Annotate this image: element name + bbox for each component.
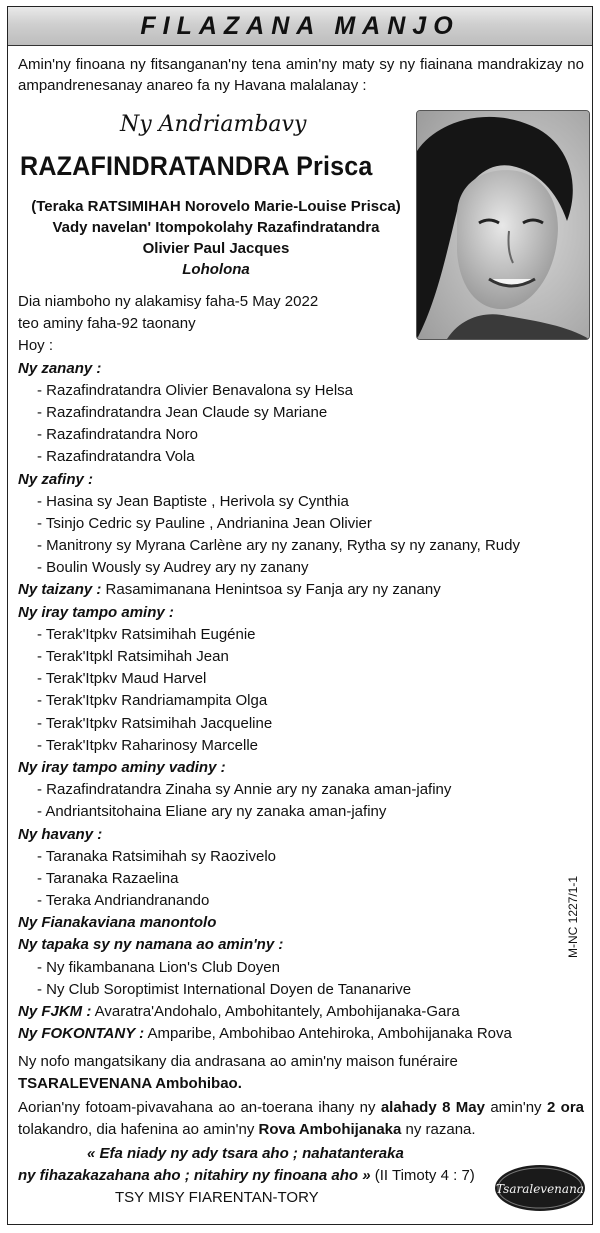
- family-line: Ny Fianakaviana manontolo: [18, 914, 217, 932]
- quote-line-2: [18, 1167, 475, 1184]
- list-item: - Razafindratandra Jean Claude sy Mariane: [37, 403, 328, 421]
- list-item: - Hasina sy Jean Baptiste , Herivola sy Cynthia: [37, 492, 349, 510]
- signature: TSY MISY FIARENTAN-TORY: [115, 1189, 319, 1206]
- fjkm-line: [18, 1001, 584, 1023]
- reference-code: M-NC 1227/1-1: [566, 875, 580, 958]
- widow-line-1: Vady navelan' Itompokolahy Razafindratandra: [52, 219, 380, 236]
- list-item: - Terak'Itpkv Randriamampita Olga: [37, 692, 268, 710]
- burial-date: alahady 8 May: [380, 1099, 485, 1116]
- intro-text: Amin'ny finoana ny fitsanganan'ny tena amin'ny maty sy ny fiainana mandrakizay no ampandrenesanay anareo fa ny Havana malalanay :: [18, 56, 584, 94]
- list-item: - Andriantsitohaina Eliane ary ny zanaka aman-jafiny: [37, 803, 387, 821]
- deceased-status: Loholona: [182, 261, 250, 278]
- family-list: [18, 291, 584, 1045]
- fokontany-line: [18, 1023, 584, 1045]
- deceased-name: RAZAFINDRATANDRA Prisca: [20, 151, 373, 181]
- great-grandchildren-text: Rasamimanana Henintsoa sy Fanja ary ny zanany: [101, 581, 441, 599]
- burial-paragraph: [18, 1097, 584, 1141]
- logo-emblem: [494, 1164, 586, 1212]
- maiden-block: [18, 196, 414, 280]
- burial-text-g: ny razana.: [401, 1121, 476, 1138]
- fjkm-text: Avaratra'Andohalo, Ambohitantely, Ambohijanaka-Gara: [91, 1003, 460, 1020]
- children-label: Ny zanany :: [18, 359, 102, 377]
- fokontany-label: Ny FOKONTANY :: [18, 1025, 145, 1043]
- burial-text-c: amin'ny: [484, 1099, 547, 1116]
- in-laws-label: Ny iray tampo aminy vadiny :: [18, 758, 226, 776]
- death-line-2: teo aminy faha-92 taonany: [18, 315, 196, 333]
- quote-text: ny fihazakazahana aho ; nitahiry ny finoana aho »: [18, 1167, 371, 1184]
- burial-text-e: tolakandro, dia hafenina ao amin'ny: [18, 1121, 259, 1138]
- fokontany-text: Amparibe, Ambohibao Antehiroka, Ambohijanaka Rova: [144, 1025, 512, 1043]
- list-item: - Teraka Andriandranando: [37, 892, 210, 910]
- list-item: - Ny fikambanana Lion's Club Doyen: [37, 958, 280, 976]
- great-grandchildren-label: Ny taizany :: [18, 581, 102, 599]
- list-item: - Tsinjo Cedric sy Pauline , Andrianina Jean Olivier: [37, 514, 372, 532]
- burial-place: Rova Ambohijanaka: [258, 1121, 402, 1138]
- siblings-label: Ny iray tampo aminy :: [18, 603, 174, 621]
- fjkm-label: Ny FJKM :: [18, 1003, 92, 1020]
- logo-text: Tsaralevenana: [496, 1182, 584, 1196]
- list-item: - Boulin Wously sy Audrey ary ny zanany: [37, 559, 309, 577]
- quote-line-1: « Efa niady ny ady tsara aho ; nahatanteraka: [87, 1145, 404, 1162]
- death-line-3: Hoy :: [18, 337, 54, 355]
- list-item: - Terak'Itpkv Raharinosy Marcelle: [37, 736, 259, 754]
- list-item: - Razafindratandra Olivier Benavalona sy Helsa: [37, 381, 353, 399]
- list-item: - Taranaka Razaelina: [37, 869, 179, 887]
- quote-reference: (II Timoty 4 : 7): [370, 1167, 475, 1184]
- list-item: - Razafindratandra Noro: [37, 426, 198, 444]
- list-item: - Terak'Itpkl Ratsimihah Jean: [37, 648, 229, 665]
- list-item: - Terak'Itpkv Maud Harvel: [37, 670, 207, 688]
- header-banner: [8, 7, 592, 46]
- relatives-label: Ny havany :: [18, 825, 103, 843]
- list-item: - Terak'Itpkv Ratsimihah Eugénie: [37, 625, 256, 643]
- burial-text-a: Aorian'ny fotoam-pivavahana ao an-toerana ihany ny: [18, 1099, 381, 1116]
- widow-line-2: Olivier Paul Jacques: [142, 240, 290, 257]
- list-item: - Terak'Itpkv Ratsimihah Jacqueline: [37, 714, 273, 732]
- great-grandchildren-line: [18, 579, 584, 601]
- list-item: - Manitrony sy Myrana Carlène ary ny zanany, Rytha sy ny zanany, Rudy: [37, 537, 520, 555]
- tsaralevenana-logo: [494, 1164, 586, 1212]
- funeral-home-name: TSARALEVENANA Ambohibao.: [18, 1075, 242, 1092]
- friends-label: Ny tapaka sy ny namana ao amin'ny :: [18, 936, 284, 954]
- header-title: FILAZANA MANJO: [140, 12, 460, 40]
- list-item: - Razafindratandra Vola: [37, 448, 195, 466]
- list-item: - Taranaka Ratsimihah sy Raozivelo: [37, 847, 276, 865]
- list-item: - Ny Club Soroptimist International Doyen de Tananarive: [37, 980, 412, 998]
- funeral-home-text: Ny nofo mangatsikany dia andrasana ao amin'ny maison funéraire: [18, 1053, 458, 1070]
- honorific: Ny Andriambavy: [120, 112, 307, 137]
- burial-time: 2 ora: [546, 1099, 584, 1116]
- maiden-name: (Teraka RATSIMIHAH Norovelo Marie-Louise Prisca): [31, 198, 401, 215]
- death-line-1: Dia niamboho ny alakamisy faha-5 May 2022: [18, 293, 319, 310]
- funeral-home-paragraph: [18, 1051, 584, 1095]
- list-item: - Razafindratandra Zinaha sy Annie ary ny zanaka aman-jafiny: [37, 781, 452, 799]
- grandchildren-label: Ny zafiny :: [18, 470, 94, 488]
